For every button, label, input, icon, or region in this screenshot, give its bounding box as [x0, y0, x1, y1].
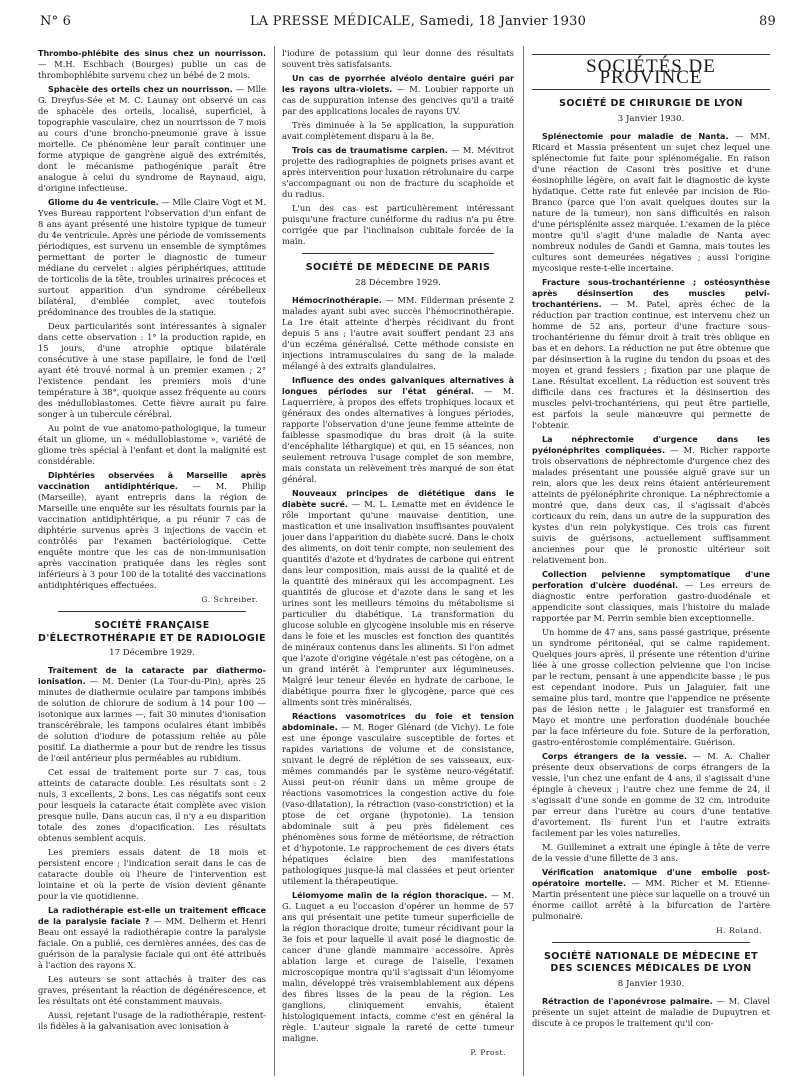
- article-body: — M. Mévitrot projette des radiographies de poignets prises avant et après intervention pour luxation rétrolunaire du carpe s'accompagnant ou non de fracture du scaphoïde et du radius.: [282, 145, 514, 199]
- article-collection: [532, 569, 770, 624]
- article-body: — MM. Filderman présente 2 malades ayant subi avec succès l'hémocrinothérapie. La 1re était atteinte d'herpès récidivant du front depuis 5 ans ; l'autre avait souffert pendant 23 ans d'un eczéma généralisé. Cette méthode consiste en injections intramusculaires du sang de la malade mélangé à des extraits glandulaires.: [282, 294, 514, 371]
- article-sphacele: [38, 84, 266, 194]
- article-title: Thrombo-phlébite des sinus chez un nourrisson.: [38, 49, 266, 58]
- separator: [302, 253, 494, 254]
- article-thrombo: [38, 48, 266, 81]
- article-body: — MM. Ricard et Massia présentent un sujet chez lequel une splénectomie fut faite pour splénomégalie. En raison d'une réaction de Casoni très positive et d'une éosinophilie légère, on avait fait le diagnostic de kyste hydatique. Cette rate fut enlevée par incision de Rio-Branco (parce que l'on avait quelques doutes sur la nature de la tumeur), non sans difficultés en raison d'une périsplénite assez marquée. L'examen de la pièce montre qu'il s'agit d'une maladie de Nanta avec nombreux nodules de Gandi et Gamna, mais toutes les cultures sont demeurées négatives ; aussi l'origine mycosique reste-t-elle incertaine.: [532, 130, 770, 273]
- session-date: 28 Décembre 1929.: [355, 277, 441, 288]
- article-gliome: [38, 197, 266, 318]
- article-title: Corps étrangers de la vessie.: [542, 751, 687, 761]
- article-title: Traitement de la cataracte par diathermo-ionisation.: [38, 666, 266, 686]
- article-title: Gliome du 4e ventricule.: [48, 198, 159, 207]
- paragraph: Très diminuée à la 5e application, la suppuration avait complètement disparu à la 8e.: [282, 120, 514, 141]
- article-traumatisme: [282, 145, 514, 200]
- article-body: — M. Clavel présente un sujet atteint de maladie de Dupuytren et discute à ce propos le traitement qu'il con-: [532, 995, 770, 1028]
- section-title: SOCIÉTÉS DE PROVINCE: [532, 54, 770, 90]
- article-title: Nouveaux principes de diététique dans le diabète sucré.: [282, 488, 514, 509]
- session-date: 17 Décembre 1929.: [109, 648, 195, 658]
- separator: [58, 611, 246, 612]
- article-corps: [532, 751, 770, 839]
- article-cataracte: [38, 665, 266, 764]
- article-body: — M. Laquerrière, à propos des effets trophiques locaux et généraux des ondes alternatives à longues périodes, rapporte l'observation d'une jeune femme atteinte de faiblesse spasmodique du bras droit (à la suite d'encéphalite léthargique) et qui, en 15 séances, non seulement retrouva l'usage complet de son membre, mais constata un relèvement très marqué de son état général.: [282, 385, 514, 484]
- article-vasomotrices: [282, 711, 514, 887]
- article-body: — M.H. Eschbach (Bourges) publie un cas de thrombophlébite survenu chez un bébé de 2 mois.: [38, 59, 266, 80]
- article-body: — M. L. Lematte met en évidence le rôle important qu'une mauvaise dentition, une mastication et une insalivation insuffisantes pouvaient jouer dans l'apparition du diabète sucré. Dans le choix des aliments, on doit tenir compte, non seulement des quantités d'azote et d'hydrates de carbone qui entrent dans leur composition, mais aussi de la qualité et de la quantité des minéraux qui les accompagnent. Les quantités de glucose et d'azote dans le sang et les urines sont les meilleurs témoins du métabolisme si particulier du diabétique. La transformation du glucose soluble en glycogène insoluble mis en réserve dans le foie et les muscles est fonction des quantités de minéraux contenus dans les aliments. Si l'on admet que l'azote d'origine végétale n'est pas cétogène, on a un grand intérêt à l'emprunter aux légumineuses. Malgré leur teneur élevée en hydrate de carbone, le diabétique pourra fixer le glycogène, parce que ces aliments sont très minéralisés.: [282, 498, 514, 707]
- column-divider-2: [523, 46, 524, 1076]
- society-heading: SOCIÉTÉ DE CHIRURGIE DE LYON: [559, 98, 743, 109]
- column-3: [532, 48, 770, 1074]
- society-heading: SOCIÉTÉ NATIONALE DE MÉDECINE ET DES SCIENCES MÉDICALES DE LYON: [543, 950, 759, 974]
- article-body: — M. Patel, après échec de la réduction par traction continue, est intervenu chez un homme de 52 ans, porteur d'une fracture sous-trochantérienne du fémur droit à trait très oblique en bas et en dehors. La réduction ne put être obtenue que par désinsertion à la rugine du tendon du psoas et des moyen et grand fessiers ; fixation par une plaque de Lane. Résultat excellent. La réduction est souvent très difficile dans ces fractures et la désinsertion des muscles pelvi-trochantériens, qui peut être partielle, est parfois la seule manœuvre qui permette de l'obtenir.: [532, 298, 770, 430]
- article-leiomyome: [282, 890, 514, 1044]
- article-splenectomie: [532, 131, 770, 274]
- article-title: Un cas de pyorrhée alvéolo dentaire guéri par les rayons ultra-violets.: [282, 74, 514, 94]
- article-title: Sphacèle des orteils chez un nourrisson.: [48, 85, 233, 94]
- paragraph: Au point de vue anatomo-pathologique, la tumeur était un gliome, un « médulloblastome », variété de gliome très spécial à l'enfant et dont la malignité est considérable.: [38, 423, 266, 466]
- paragraph: Cet essai de traitement porte sur 7 cas, tous atteints de cataracte double. Les résultats sont : 2 nuls, 3 excellents, 2 bons. Les cas négatifs sont ceux pour lesquels la cataracte était complète avec vision presque nulle. Dans aucun cas, il n'y a eu disparition totale des zones d'opacification. Les résultats obtenus semblent acquis.: [38, 767, 266, 843]
- article-title: Diphtéries observées à Marseille après vaccination antidiphtérique.: [38, 471, 266, 491]
- article-retraction: [532, 996, 770, 1029]
- article-body: — M. G. Luquet a eu l'occasion d'opérer un homme de 57 ans qui présentait une petite tumeur superficielle de la région thoracique droite, tumeur récidivant pour la 3e fois et pour laquelle il avait posé le diagnostic de cancer d'une glande mammaire accessoire. Après ablation large et curage de l'aiselle, l'examen microscopique montra qu'il s'agissait d'un léiomyome malin, développé très vraisemblablement aux dépens des fibres lisses de la peau de la région. Les ganglions, cliniquement envahis, étaient histologiquement intacts, comme c'est en général la règle. L'auteur signale la rareté de cette tumeur maligne.: [282, 889, 514, 1043]
- article-body: — Mlle Claire Vogt et M. Yves Bureau rapportent l'observation d'un enfant de 8 ans ayant présenté une histoire typique de tumeur du 4e ventricule. Après une période de vomissements périodiques, est survenu un ensemble de symptômes permettant de porter le diagnostic de tumeur médiane du cervelet : algies périphériques, attitude de torticolis de la tête, troubles urinaires précoces et surtout apparition d'un syndrome cérébelleux bilatéral, d'emblée complet, avec toutefois prédominance des troubles de la statique.: [38, 197, 266, 317]
- page-number: 89: [759, 14, 776, 29]
- article-title: Léiomyome malin de la région thoracique.: [292, 890, 488, 900]
- signature: G. Schreiber.: [201, 595, 258, 604]
- article-body: — M. Philip (Marseille), ayant entrepris dans la région de Marseille une enquête sur les résultats fournis par la vaccination antidiphtérique, a pu réunir 7 cas de diphtérie survenus après 3 injections de vaccin et contrôlés par l'examen bactériologique. Cette enquête montre que les cas de non-immunisation après vaccination pratiquée dans les règles sont inférieurs à 3 pour 100 de la totalité des vaccinations antidiphtériques effectuées.: [38, 481, 266, 590]
- paragraph: l'iodure de potassium qui leur donne des résultats souvent très satisfaisants.: [282, 48, 514, 69]
- article-title: Collection pelvienne symptomatique d'une perforation d'ulcère duodénal.: [532, 569, 770, 590]
- article-fracture: [532, 277, 770, 431]
- article-title: La néphrectomie d'urgence dans les pyélonéphrites compliquées.: [532, 434, 770, 455]
- column-divider-1: [274, 46, 275, 1076]
- article-body: — Les erreurs de diagnostic entre perforation gastro-duodénale et appendicite sont classiques, mais l'histoire du malade rapportée par M. Perrin semble bien exceptionnelle.: [532, 579, 770, 623]
- article-body: — MM. Delherm et Henri Beau ont essayé la radiothérapie contre la paralysie faciale. On a publié, ces dernières années, des cas de guérison de la paralysie faciale qui ont été attribués à l'action des rayons X.: [38, 916, 266, 970]
- article-embolie: [532, 867, 770, 922]
- page-header: [40, 14, 776, 36]
- article-body: — M. A. Chalier présente deux observations de corps étrangers de la vessie, l'un chez une enfant de 4 ans, il s'agissait d'une épingle à cheveux ; l'autre chez une femme de 24, il s'agissait d'une sonde en gomme de 32 cm. introduite par erreur dans l'urètre au cours d'une tentative d'avortement. Ils furent l'un et l'autre extraits facilement par les voies naturelles.: [532, 750, 770, 838]
- paragraph: Les auteurs se sont attachés à traiter des cas graves, présentant la réaction de dégénérescence, et les résultats ont été constamment mauvais.: [38, 974, 266, 1006]
- article-nephrectomie: [532, 434, 770, 566]
- article-title: Vérification anatomique d'une embolie post-opératoire mortelle.: [532, 867, 770, 888]
- session-date: 3 Janvier 1930.: [617, 113, 685, 124]
- paragraph: Un homme de 47 ans, sans passé gastrique, présente un syndrome péritonéal, qui se calme rapidement. Quelques jours après, il présente une rétention d'urine liée à une grosse collection pelvienne que l'on incise par le rectum, pensant à une appendicite basse ; le pus est cependant inodore. Puis un Jalaguier, fait une semaine plus tard, montre que l'appendice ne présente pas de lésion nette ; le Jalaguier est transformé en Mayo et montre une perforation duodénale bouchée par la face inférieure du foie. Suture de la perforation, gastro-entérostomie complémentaire. Guérison.: [532, 626, 770, 747]
- paragraph: Les premiers essais datent de 18 mois et persistent encore ; l'indication serait dans le cas de cataracte double où l'heure de l'intervention est lointaine et où la perte de vision devient gênante pour la vie quotidienne.: [38, 847, 266, 901]
- session-date: 8 Janvier 1930.: [617, 978, 685, 989]
- article-diabete: [282, 488, 514, 708]
- paragraph: L'un des cas est particulièrement intéressant puisqu'une fracture cunéiforme du radius n'a pu être corrigée que par l'inclinaison cubitale forcée de la main.: [282, 203, 514, 246]
- signature: P. Prost.: [470, 1047, 506, 1057]
- society-heading: SOCIÉTÉ DE MÉDECINE DE PARIS: [305, 262, 491, 273]
- article-title: Réactions vasomotrices du foie et tension abdominale.: [282, 711, 514, 732]
- article-title: Hémocrinothérapie.: [292, 295, 382, 305]
- society-heading: SOCIÉTÉ FRANÇAISE D'ÉLECTROTHÉRAPIE ET DE RADIOLOGIE: [38, 620, 266, 644]
- paragraph: M. Guilleminet a extrait une épingle à tête de verre de la vessie d'une fillette de 3 ans.: [532, 841, 770, 863]
- article-body: — M. Loubier rapporte un cas de suppuration intense des gencives qu'il a traité par des applications locales de rayons UV.: [282, 84, 514, 116]
- article-ondes: [282, 375, 514, 485]
- article-diphteries: [38, 470, 266, 591]
- article-body: — M. Richer rapporte trois observations de néphrectomie d'urgence chez des malades présentant une poussée aiguë grave sur un rein, alors que les deux reins étaient antérieurement atteints de pyélonéphrite chronique. La néphrectomie a montré que, dans deux cas, il s'agissait d'abcès corticaux du rein, dans un autre de la suppuration des kystes d'un rein polykystique. Ces trois cas furent suivis de guérisons, actuellement suffisamment anciennes pour que le pronostic ultérieur soit relativement bon.: [532, 444, 770, 565]
- column-1: [38, 48, 266, 1074]
- paragraph: Deux particularités sont intéressantes à signaler dans cette observation : 1° la production rapide, en 15 jours, d'une atrophie optique bilatérale consécutive à une stase papillaire, le fond de l'œil ayant été trouvé normal à un premier examen ; 2° l'existence pendant les premiers mois d'une température à 38°, quoique assez fréquente au cours des médulloblastomes. Cette fièvre aurait pu faire songer à un tubercule cérébral.: [38, 321, 266, 419]
- article-title: Splénectomie pour maladie de Nanta.: [542, 131, 729, 141]
- article-radiotherapie: [38, 905, 266, 971]
- journal-title: LA PRESSE MÉDICALE, Samedi, 18 Janvier 1930: [249, 14, 587, 29]
- article-body: — M. Denier (La Tour-du-Pin), après 25 minutes de diathermie oculaire par tampons imbibés de solution de chlorure de sodium à 14 pour 100 — isotonique aux larmes —, fait 30 minutes d'ionisation transcérébrale, les tampons oculaires étant imbibés de solution d'iodure de potassium reliée au pôle positif. La diathermie a pour but de rendre les tissus de l'œil antérieur plus perméables au rubidium.: [38, 676, 266, 763]
- article-body: — MM. Richer et M. Etienne-Martin présentent une pièce sur laquelle on a trouvé un énorme caillot arrêté à la bifurcation de l'artère pulmonaire.: [532, 877, 770, 921]
- article-title: Trois cas de traumatisme carpien.: [292, 146, 448, 155]
- article-body: — M. Roger Glénard (de Vichy). Le foie est une éponge vasculaire susceptible de fortes et rapides variations de volume et de consistance, suivant le degré de réplétion de ses vaisseaux, eux-mêmes commandés par le système neuro-végétatif. Aussi peut-on réunir dans un même groupe de réactions vasomotrices la congestion active du foie (vaso-dilatation), la rétraction (vaso-constriction) et la ptose de cet organe (hypotonie). La tension abdominale suit à peu près fidèlement ces phénomènes sous forme de météorisme, de rétraction et d'hypotonie. Le rapprochement de ces divers états hépatiques éclaire bien des manifestations pathologiques jusque-là mal classées et peut orienter utilement la thérapeutique.: [282, 721, 514, 886]
- paragraph: Aussi, rejetant l'usage de la radiothérapie, restent-ils fidèles à la galvanisation avec ionisation à: [38, 1010, 266, 1031]
- article-body: — Mlle G. Dreyfus-Sée et M. C. Launay ont observé un cas de sphacèle des orteils, localisé, superficiel, à topographie vasculaire, chez un nourrisson de 7 mois au cours d'une broncho-pneumonie grave à issue mortelle. Ce phénomène leur paraît continuer une forme atypique de gangrène aiguë des extrémités, dont le mécanisme pathogénique paraît être analogue à celui du syndrome de Raynaud, aigu, d'origine infectieuse.: [38, 84, 266, 193]
- article-title: Fracture sous-trochantérienne ; ostéosynthèse après désinsertion des muscles pelvi-trochantériens.: [532, 277, 770, 309]
- article-hemocrino: [282, 295, 514, 372]
- article-title: Influence des ondes galvaniques alternatives à longues périodes sur l'état général.: [282, 375, 514, 396]
- article-pyorrhee: [282, 73, 514, 117]
- separator: [552, 942, 750, 943]
- article-title: La radiothérapie est-elle un traitement efficace de la paralysie faciale ?: [38, 906, 266, 926]
- column-2: [282, 48, 514, 1074]
- article-title: Rétraction de l'aponévrose palmaire.: [542, 996, 713, 1006]
- signature: H. Roland.: [716, 925, 762, 935]
- issue-number: N° 6: [40, 14, 72, 29]
